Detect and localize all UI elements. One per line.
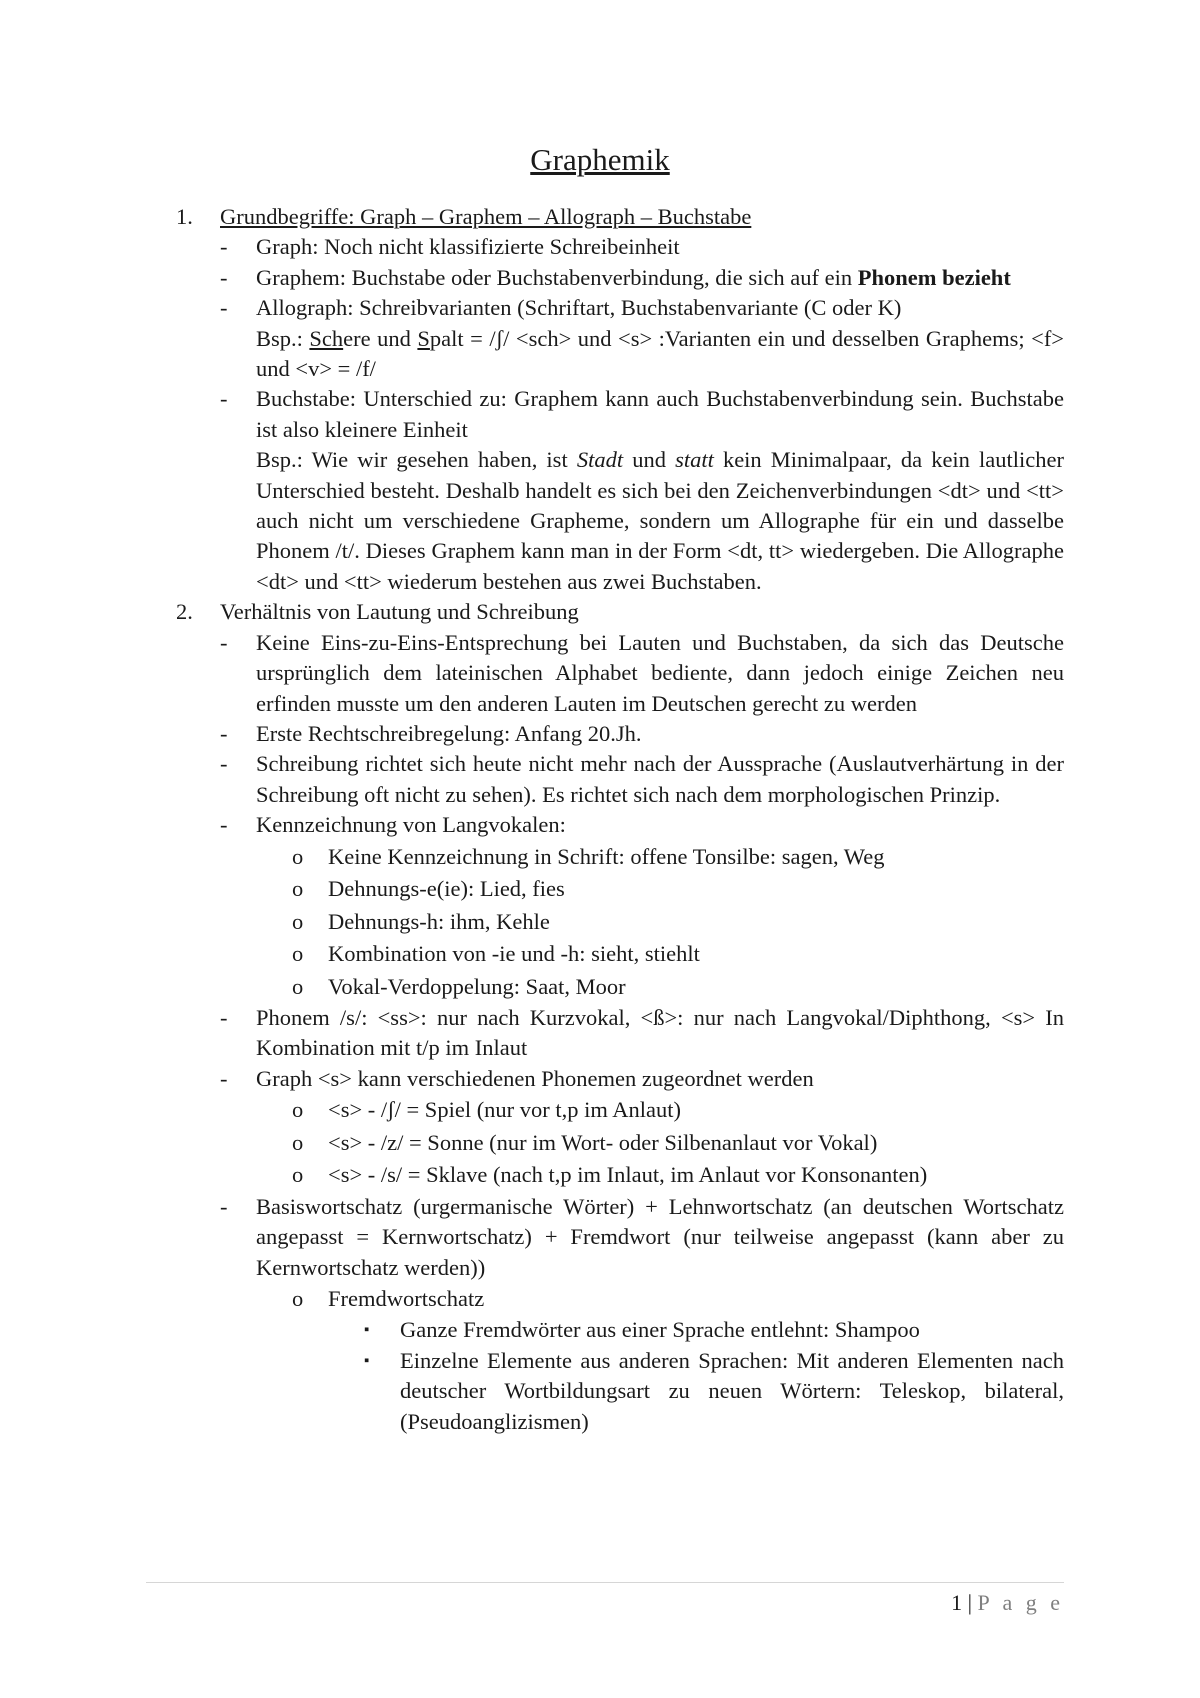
list-item-text: Phonem /s/: <ss>: nur nach Kurzvokal, <ß>: nur nach Langvokal/Diphthong, <s> In Kombination mit t/p im Inlaut (256, 1005, 1064, 1061)
text-run: Bsp.: Wie wir gesehen haben, ist (256, 447, 577, 473)
square-bullet: ▪ (364, 1322, 370, 1339)
dash-bullet: - (220, 386, 228, 412)
list-item-text (256, 263, 1064, 293)
list-item-text: Basiswortschatz (urgermanische Wörter) + Lehnwortschatz (an deutschen Wortschatz angepasst = Kernwortschatz) + Fremdwort (nur teilweise angepasst (kann aber zu Kernwortschatz werden)) (256, 1193, 1064, 1280)
text-run: Allograph: Schreibvarianten (Schriftart, Buchstabenvariante (C oder K) (256, 295, 902, 321)
circle-bullet: o (292, 1162, 304, 1188)
square-bullet: ▪ (364, 1352, 370, 1369)
circle-bullet: o (292, 973, 304, 999)
list-item-text: Graph <s> kann verschiedenen Phonemen zugeordnet werden (256, 1065, 814, 1091)
text-run: kein Minimalpaar, da kein lautlicher Unterschied besteht. Deshalb handelt es sich bei den Zeichenverbindungen <dt> und <tt> auch nicht um verschiedene Grapheme, sondern um Allographe für ein und dasselbe Phonem /t/. Dieses Graphem kann man in der Form <dt, tt> wiedergeben. Die Allographe <dt> und <tt> wiederum bestehen aus zwei Buchstaben. (256, 447, 1065, 594)
sub-list-item-text: <s> - /s/ = Sklave (nach t,p im Inlaut, im Anlaut vor Konsonanten) (328, 1162, 928, 1188)
dash-bullet: - (220, 295, 228, 321)
footer-divider (146, 1582, 1064, 1583)
example-paragraph (256, 324, 1064, 385)
circle-bullet: o (292, 1097, 304, 1123)
list-item-text: Graph: Noch nicht klassifizierte Schreibeinheit (256, 234, 680, 260)
page-title: Graphemik (530, 142, 670, 177)
circle-bullet: o (292, 941, 304, 967)
list-item (220, 749, 1064, 810)
sub-sub-list-item-text: Einzelne Elemente aus anderen Sprachen: Mit anderen Elementen nach deutscher Wortbildungsart zu neuen Wörtern: Teleskop, bilateral, (Pseudoanglizismen) (400, 1347, 1064, 1434)
dash-bullet: - (220, 751, 228, 777)
sub-sub-list-item (364, 1346, 1064, 1437)
list-item (220, 1064, 1064, 1094)
section-1-heading (176, 202, 1064, 232)
sub-list-item-text: Vokal-Verdoppelung: Saat, Moor (328, 973, 626, 999)
list-item (220, 384, 1064, 597)
sub-list-item-text: Dehnungs-e(ie): Lied, fies (328, 876, 565, 902)
list-item-text (256, 384, 1064, 597)
italic-word: statt (675, 447, 714, 473)
sub-list-item (292, 1094, 1064, 1127)
sub-sub-list-item (364, 1315, 1064, 1345)
list-item (220, 719, 1064, 749)
text-run: palt (429, 325, 464, 351)
sub-list-item-text: Fremdwortschatz (328, 1285, 485, 1311)
list-item (220, 263, 1064, 293)
circle-bullet: o (292, 1285, 304, 1311)
circle-bullet: o (292, 843, 304, 869)
footer-separator: | (962, 1590, 978, 1615)
sub-list-item (292, 841, 1064, 874)
list-item-text: Keine Eins-zu-Eins-Entsprechung bei Lauten und Buchstaben, da sich das Deutsche ursprünglich dem lateinischen Alphabet bediente, dann jedoch einige Zeichen neu erfinden musste um den anderen Lauten im Deutschen gerecht zu werden (256, 629, 1064, 716)
section-number: 1. (176, 204, 193, 229)
list-item-text (256, 293, 1064, 384)
sub-list-item-text: Keine Kennzeichnung in Schrift: offene Tonsilbe: sagen, Weg (328, 843, 885, 869)
list-item (220, 628, 1064, 719)
list-item (220, 810, 1064, 840)
text-run: und (370, 325, 418, 351)
text-run: = /ʃ/ <sch> und <s> :Varianten ein und desselben Graphems; <f> und <v> = /f/ (256, 325, 1065, 382)
text-run: ere (343, 325, 371, 351)
list-item (220, 232, 1064, 262)
underlined-letters: S (417, 325, 430, 351)
text-run: Buchstabe: Unterschied zu: Graphem kann auch Buchstabenverbindung sein. Buchstabe ist also kleinere Einheit (256, 386, 1064, 442)
page-footer (951, 1590, 1064, 1616)
section-title: Grundbegriffe: Graph – Graphem – Allograph – Buchstabe (220, 204, 752, 229)
sub-list-item (292, 873, 1064, 906)
section-number: 2. (176, 599, 193, 625)
dash-bullet: - (220, 1065, 228, 1091)
list-item (220, 293, 1064, 384)
circle-bullet: o (292, 908, 304, 934)
list-item-text: Erste Rechtschreibregelung: Anfang 20.Jh. (256, 720, 642, 746)
list-item (220, 1003, 1064, 1064)
text-run: Graphem: Buchstabe oder Buchstabenverbindung, die sich auf ein (256, 264, 858, 290)
circle-bullet: o (292, 1129, 304, 1155)
sub-list-item-text: Kombination von -ie und -h: sieht, stiehlt (328, 941, 700, 967)
sub-list-item (292, 1159, 1064, 1192)
list-item-text: Schreibung richtet sich heute nicht mehr nach der Aussprache (Auslautverhärtung in der Schreibung oft nicht zu sehen). Es richtet sich nach dem morphologischen Prinzip. (256, 751, 1064, 807)
dash-bullet: - (220, 234, 228, 260)
dash-bullet: - (220, 629, 228, 655)
section-2-heading (176, 597, 1064, 627)
list-item (220, 1192, 1064, 1283)
sub-list-item (292, 971, 1064, 1004)
sub-list-item (292, 1283, 1064, 1316)
sub-sub-list-item-text: Ganze Fremdwörter aus einer Sprache entlehnt: Shampoo (400, 1317, 920, 1343)
text-run: und (623, 447, 676, 473)
dash-bullet: - (220, 812, 228, 838)
sub-list-item (292, 1127, 1064, 1160)
bold-term: Phonem bezieht (857, 264, 1011, 290)
dash-bullet: - (220, 720, 228, 746)
underlined-letters: Sch (309, 325, 344, 351)
dash-bullet: - (220, 1005, 228, 1031)
list-item-text: Kennzeichnung von Langvokalen: (256, 812, 566, 838)
sub-list-item (292, 906, 1064, 939)
example-paragraph (256, 445, 1064, 597)
page-number: 1 (951, 1590, 963, 1615)
dash-bullet: - (220, 264, 228, 290)
sub-list-item-text: <s> - /ʃ/ = Spiel (nur vor t,p im Anlaut) (328, 1097, 682, 1123)
dash-bullet: - (220, 1193, 228, 1219)
example-label: Bsp.: (256, 325, 310, 351)
sub-list-item-text: <s> - /z/ = Sonne (nur im Wort- oder Silbenanlaut vor Vokal) (328, 1129, 878, 1155)
section-title: Verhältnis von Lautung und Schreibung (220, 599, 579, 625)
sub-list-item (292, 938, 1064, 971)
circle-bullet: o (292, 876, 304, 902)
document-body (176, 202, 1064, 1437)
italic-word: Stadt (576, 447, 624, 473)
sub-list-item-text: Dehnungs-h: ihm, Kehle (328, 908, 550, 934)
page-label: P a g e (977, 1590, 1064, 1615)
